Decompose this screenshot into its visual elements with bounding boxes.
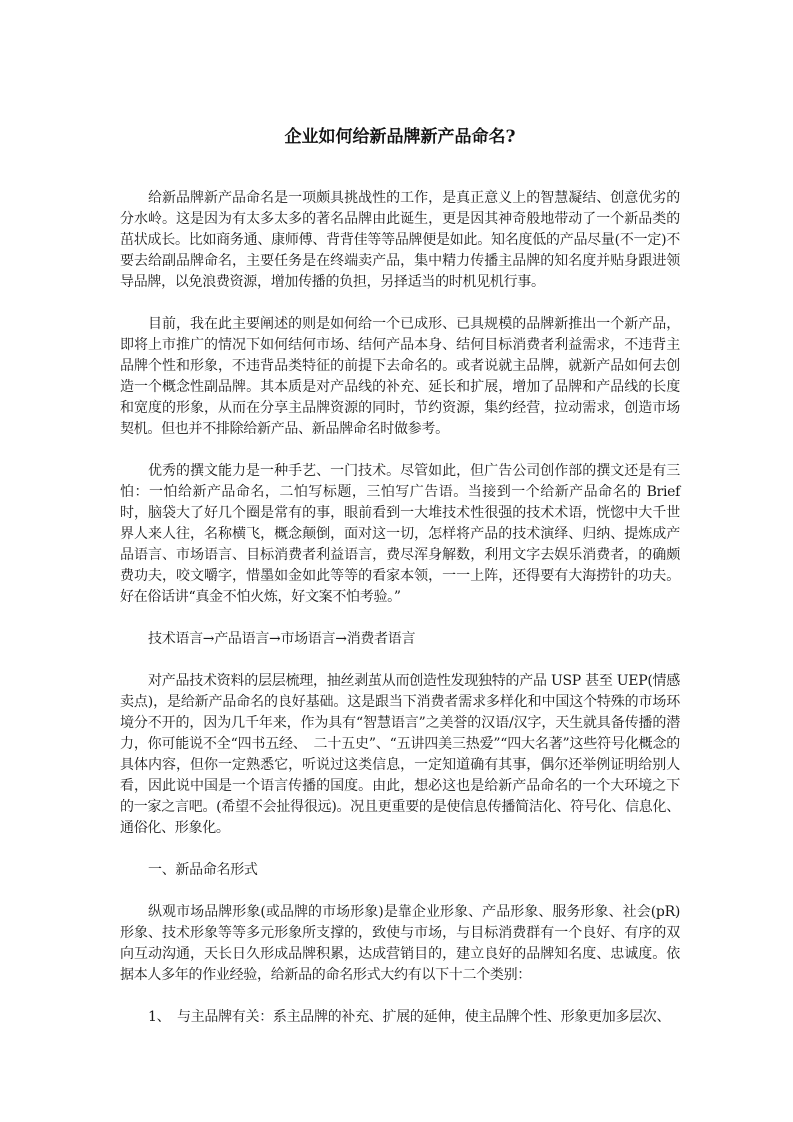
paragraph-brand-image: 纵观市场品牌形象(或品牌的市场形象)是靠企业形象、产品形象、服务形象、社会(pR)形象、技术形象等等多元形象所支撑的，致使与市场，与目标消费群有一个良好、有序的双向互动沟通，天长日久形成品牌积累，达成营销目的，建立良好的品牌知名度、忠诚度。依据本人多年的作业经验，给新品的命名形式大约有以下十二个类别： (120, 904, 680, 983)
paragraph-intro: 给新品牌新产品命名是一项颇具挑战性的工作，是真正意义上的智慧凝结、创意优劣的分水岭。这是因为有太多太多的著名品牌由此诞生，更是因其神奇般地带动了一个新品类的茁状成长。比如商务通、康师傅、背背佳等等品牌便是如此。知名度低的产品尽量(不一定)不要去给副品牌命名，主要任务是在终端卖产品，集中精力传播主品牌的知名度并贴身跟进领导品牌，以免浪费资源，增加传播的负担，另择适当的时机见机行事。 (120, 190, 680, 290)
paragraph-usp: 对产品技术资料的层层梳理，抽丝剥茧从而创造性发现独特的产品 USP 甚至 UEP(情感卖点)，是给新产品命名的良好基础。这是跟当下消费者需求多样化和中国这个特殊的市场环境分不开的，因为几千年来，作为具有“智慧语言”之美誉的汉语/汉字，天生就具备传播的潜力，你可能说不全“四书五经、 二十五史”、“五讲四美三热爱”“四大名著”这些符号化概念的具体内容，但你一定熟悉它，听说过这类信息，一定知道确有其事，偶尔还举例证明给别人看，因此说中国是一个语言传播的国度。由此，想必这也是给新产品命名的一个大环境之下的一家之言吧。(希望不会扯得很远)。况且更重要的是使信息传播简洁化、符号化、信息化、通俗化、形象化。 (120, 673, 680, 836)
list-item-1: 1、 与主品牌有关：系主品牌的补充、扩展的延伸，使主品牌个性、形象更加多层次、 (148, 1009, 671, 1025)
document-page (120, 124, 680, 1049)
paragraph-copywriting: 优秀的撰文能力是一种手艺、一门技术。尽管如此，但广告公司创作部的撰文还是有三怕：一怕给新产品命名，二怕写标题，三怕写广告语。当接到一个给新产品命名的 Brief 时，脑袋大了好几个圈是常有的事，眼前看到一大堆技术性很强的技术术语，恍惚中大千世界人来人往，名称横飞，概念颠倒，面对这一切，怎样将产品的技术演绎、归纳、提炼成产品语言、市场语言、目标消费者利益语言，费尽浑身解数，利用文字去娱乐消费者，的确颇费功夫，咬文嚼字，惜墨如金如此等等的看家本领，一一上阵，还得要有大海捞针的功夫。好在俗话讲“真金不怕火炼，好文案不怕考验。” (120, 463, 680, 605)
paragraph-scope: 目前，我在此主要阐述的则是如何给一个已成形、已具规模的品牌新推出一个新产品，即将上市推广的情况下如何结何市场、结何产品本身、结何目标消费者利益需求，不违背主品牌个性和形象，不违背品类特征的前提下去命名的。或者说就主品牌，就新产品如何去创造一个概念性副品牌。其本质是对产品线的补充、延长和扩展，增加了品牌和产品线的长度和宽度的形象，从而在分享主品牌资源的同时，节约资源，集约经营，拉动需求，创造市场契机。但也并不排除给新产品、新品牌命名时做参考。 (120, 316, 680, 437)
paragraph-language-flow: 技术语言→产品语言→市场语言→消费者语言 (148, 631, 416, 647)
section-heading: 一、新品命名形式 (148, 862, 258, 878)
document-title: 企业如何给新品牌新产品命名? (284, 127, 516, 147)
